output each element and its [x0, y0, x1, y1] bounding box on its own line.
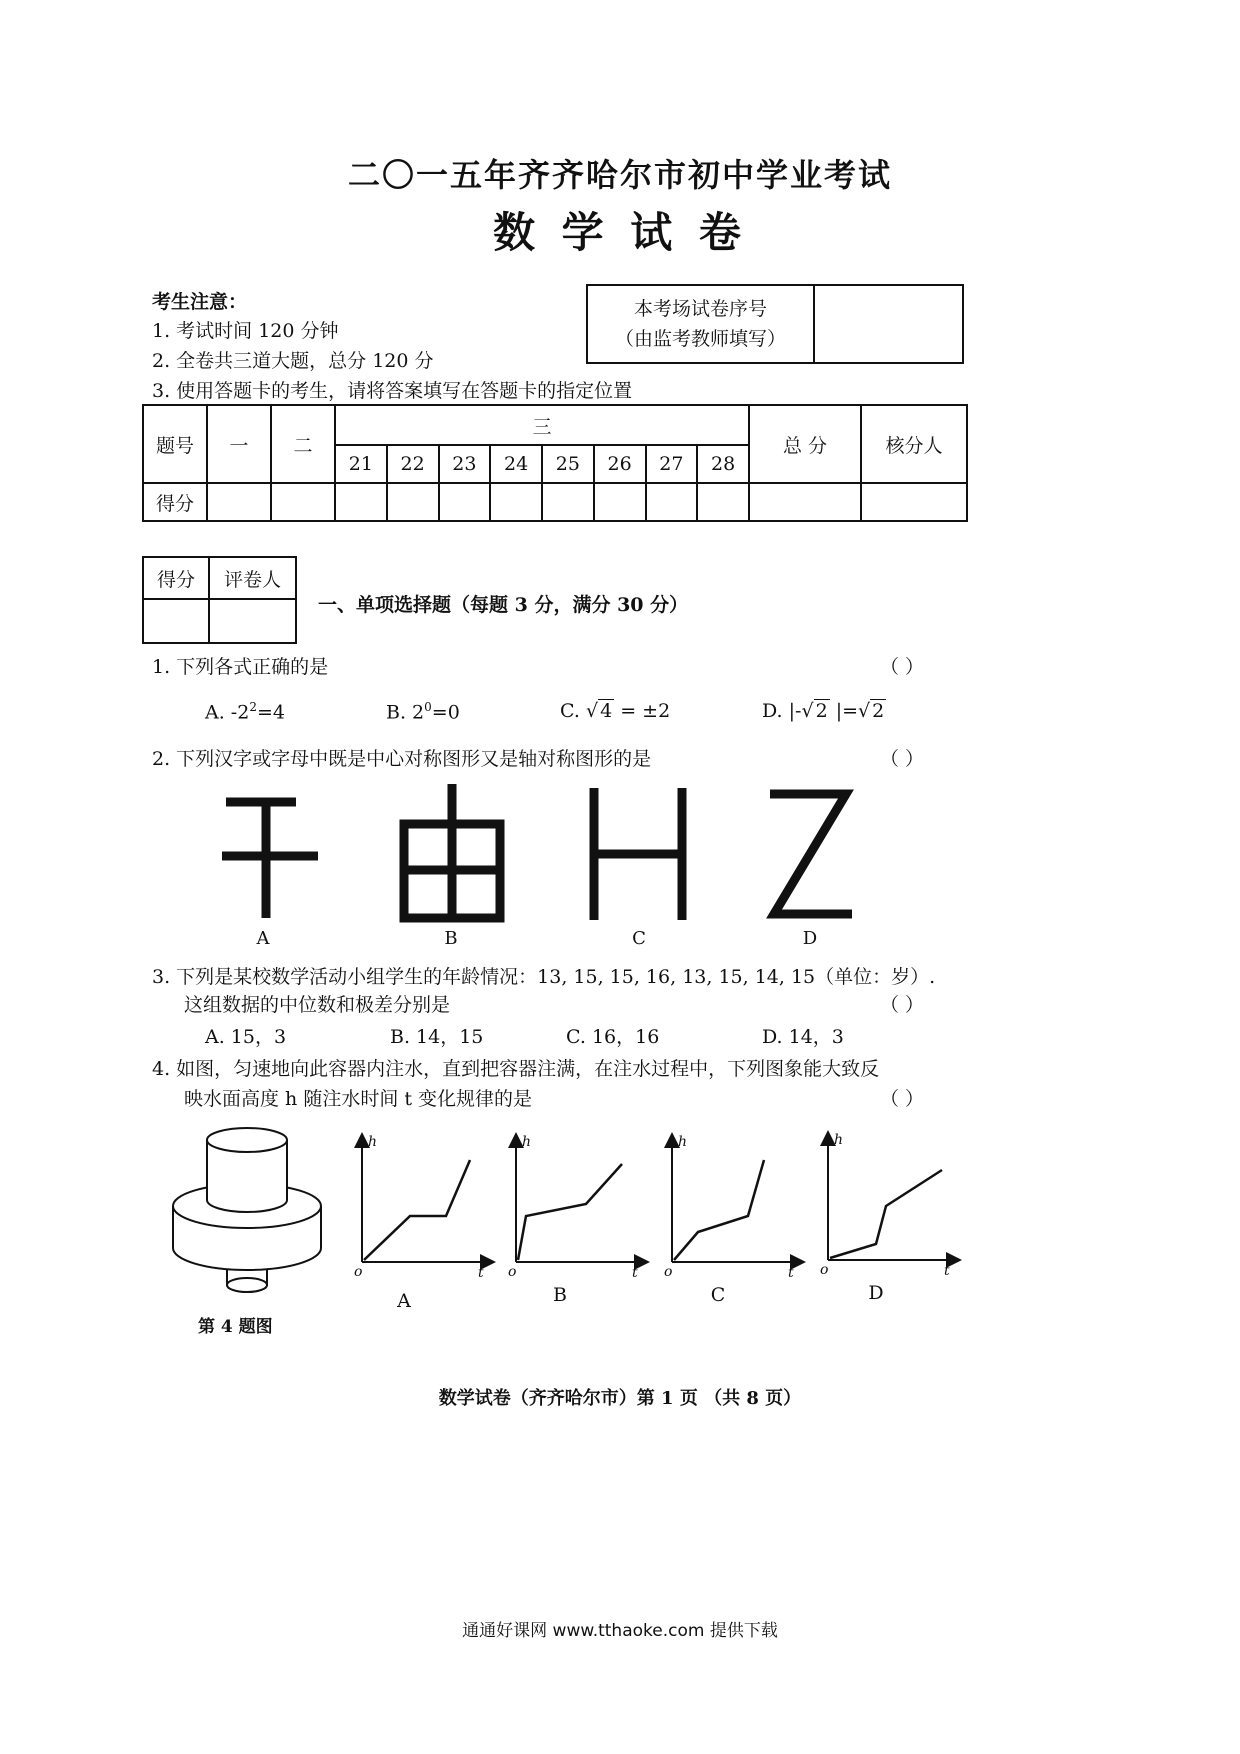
score-table	[142, 404, 968, 522]
score-table-number-label: 题号	[143, 405, 207, 483]
q1-stem: 1. 下列各式正确的是	[152, 656, 329, 678]
score-cell[interactable]	[387, 483, 439, 521]
glyph-you-icon	[404, 784, 500, 918]
graph-d-origin: o	[820, 1262, 829, 1278]
exam-title: 二〇一五年齐齐哈尔市初中学业考试	[347, 156, 892, 194]
score-table-sub-col: 25	[542, 445, 594, 483]
q2-label-a[interactable]: A	[256, 928, 270, 949]
notice-item-2: 2. 全卷共三道大题，总分 120 分	[152, 350, 434, 372]
q3-option-d[interactable]: D. 14，3	[762, 1026, 844, 1048]
score-table-sub-col: 27	[646, 445, 698, 483]
q2-label-b[interactable]: B	[444, 928, 458, 949]
q4-label-d[interactable]: D	[868, 1282, 884, 1304]
glyph-z-icon	[770, 794, 852, 914]
q4-label-b[interactable]: B	[553, 1284, 567, 1306]
grader-label: 评卷人	[209, 557, 296, 599]
q2-stem: 2. 下列汉字或字母中既是中心对称图形又是轴对称图形的是	[152, 748, 652, 770]
q3-stem-line-1: 3. 下列是某校数学活动小组学生的年龄情况：13, 15, 15, 16, 13, 15, 14, 15（单位：岁）.	[152, 966, 936, 988]
q4-graphs	[350, 1130, 1210, 1280]
grader-box	[142, 556, 297, 644]
graph-b-axis-y: h	[522, 1134, 532, 1150]
score-cell[interactable]	[697, 483, 749, 521]
graph-b	[516, 1140, 642, 1262]
paper-title: 数 学 试 卷	[493, 208, 747, 257]
score-table-sub-col: 24	[490, 445, 542, 483]
q4-stem-line-1: 4. 如图，匀速地向此容器内注水，直到把容器注满，在注水过程中，下列图象能大致反	[152, 1058, 880, 1080]
serial-line-2: （由监考教师填写）	[614, 328, 786, 350]
score-cell[interactable]	[594, 483, 646, 521]
q1-option-b[interactable]: B. $2^0=0$	[386, 700, 460, 724]
serial-input-cell[interactable]	[814, 285, 963, 363]
container-figure-icon	[165, 1120, 345, 1300]
score-cell[interactable]	[439, 483, 491, 521]
grader-score-cell[interactable]	[143, 599, 209, 643]
notice-item-3: 3. 使用答题卡的考生，请将答案填写在答题卡的指定位置	[152, 380, 633, 402]
score-cell[interactable]	[861, 483, 967, 521]
score-table-score-label: 得分	[143, 483, 207, 521]
serial-label	[587, 285, 814, 363]
graph-a	[362, 1140, 488, 1262]
score-table-sub-col: 26	[594, 445, 646, 483]
score-table-col-two: 二	[271, 405, 335, 483]
graph-c-axis-y: h	[678, 1134, 688, 1150]
q4-figure-caption: 第 4 题图	[198, 1317, 273, 1337]
q2-figures	[0, 780, 1240, 950]
page-footer: 数学试卷（齐齐哈尔市）第 1 页 （共 8 页）	[438, 1388, 802, 1409]
q3-stem-line-2: 这组数据的中位数和极差分别是	[184, 994, 451, 1016]
q1-option-c[interactable]: C. √ 4 = ±2	[560, 700, 671, 722]
score-cell[interactable]	[490, 483, 542, 521]
graph-b-origin: o	[508, 1264, 517, 1280]
score-cell[interactable]	[542, 483, 594, 521]
graph-a-origin: o	[354, 1264, 363, 1280]
site-credit: 通通好课网 www.tthaoke.com 提供下载	[462, 1621, 778, 1641]
score-table-sub-col: 23	[439, 445, 491, 483]
graph-a-axis-y: h	[368, 1134, 378, 1150]
q2-answer-paren[interactable]: （ ）	[880, 748, 925, 770]
q1-answer-paren[interactable]: （ ）	[880, 656, 925, 678]
q4-label-a[interactable]: A	[397, 1290, 411, 1312]
grader-score-label: 得分	[143, 557, 209, 599]
q4-label-c[interactable]: C	[710, 1284, 726, 1306]
notice-heading: 考生注意：	[152, 291, 248, 313]
q3-option-b[interactable]: B. 14，15	[390, 1026, 484, 1048]
q1-option-d[interactable]: D. |-√ 2 |=√ 2	[762, 700, 885, 722]
score-cell[interactable]	[271, 483, 335, 521]
serial-box	[586, 284, 964, 364]
score-cell[interactable]	[749, 483, 861, 521]
score-table-sub-col: 21	[335, 445, 387, 483]
grader-name-cell[interactable]	[209, 599, 296, 643]
q3-answer-paren[interactable]: （ ）	[880, 994, 925, 1016]
q3-option-c[interactable]: C. 16，16	[566, 1026, 660, 1048]
graph-b-axis-x: t	[632, 1265, 638, 1280]
graph-d	[828, 1138, 954, 1260]
score-table-col-three: 三	[335, 405, 749, 445]
q1-option-a[interactable]: A. $-2^2=4$	[205, 700, 285, 724]
score-cell[interactable]	[335, 483, 387, 521]
notice-item-1: 1. 考试时间 120 分钟	[152, 320, 339, 342]
glyph-h-icon	[594, 788, 682, 920]
graph-c	[672, 1140, 798, 1262]
q3-option-a[interactable]: A. 15，3	[205, 1026, 287, 1048]
score-table-checker: 核分人	[861, 405, 967, 483]
graph-d-axis-x: t	[944, 1263, 950, 1279]
score-table-total: 总 分	[749, 405, 861, 483]
glyph-gan-icon	[222, 802, 318, 918]
q2-label-d[interactable]: D	[802, 928, 818, 949]
section-1-heading: 一、单项选择题（每题 3 分，满分 30 分）	[318, 594, 689, 616]
q4-answer-paren[interactable]: （ ）	[880, 1088, 925, 1110]
graph-d-axis-y: h	[834, 1132, 844, 1148]
score-table-col-one: 一	[207, 405, 271, 483]
graph-c-axis-x: t	[788, 1265, 794, 1280]
q4-stem-line-2: 映水面高度 h 随注水时间 t 变化规律的是	[184, 1088, 533, 1110]
graph-c-origin: o	[664, 1264, 673, 1280]
score-table-sub-col: 22	[387, 445, 439, 483]
q2-label-c[interactable]: C	[632, 928, 646, 949]
score-table-sub-col: 28	[697, 445, 749, 483]
score-cell[interactable]	[646, 483, 698, 521]
graph-a-axis-x: t	[478, 1265, 484, 1280]
score-cell[interactable]	[207, 483, 271, 521]
serial-line-1: 本考场试卷序号	[633, 298, 767, 320]
